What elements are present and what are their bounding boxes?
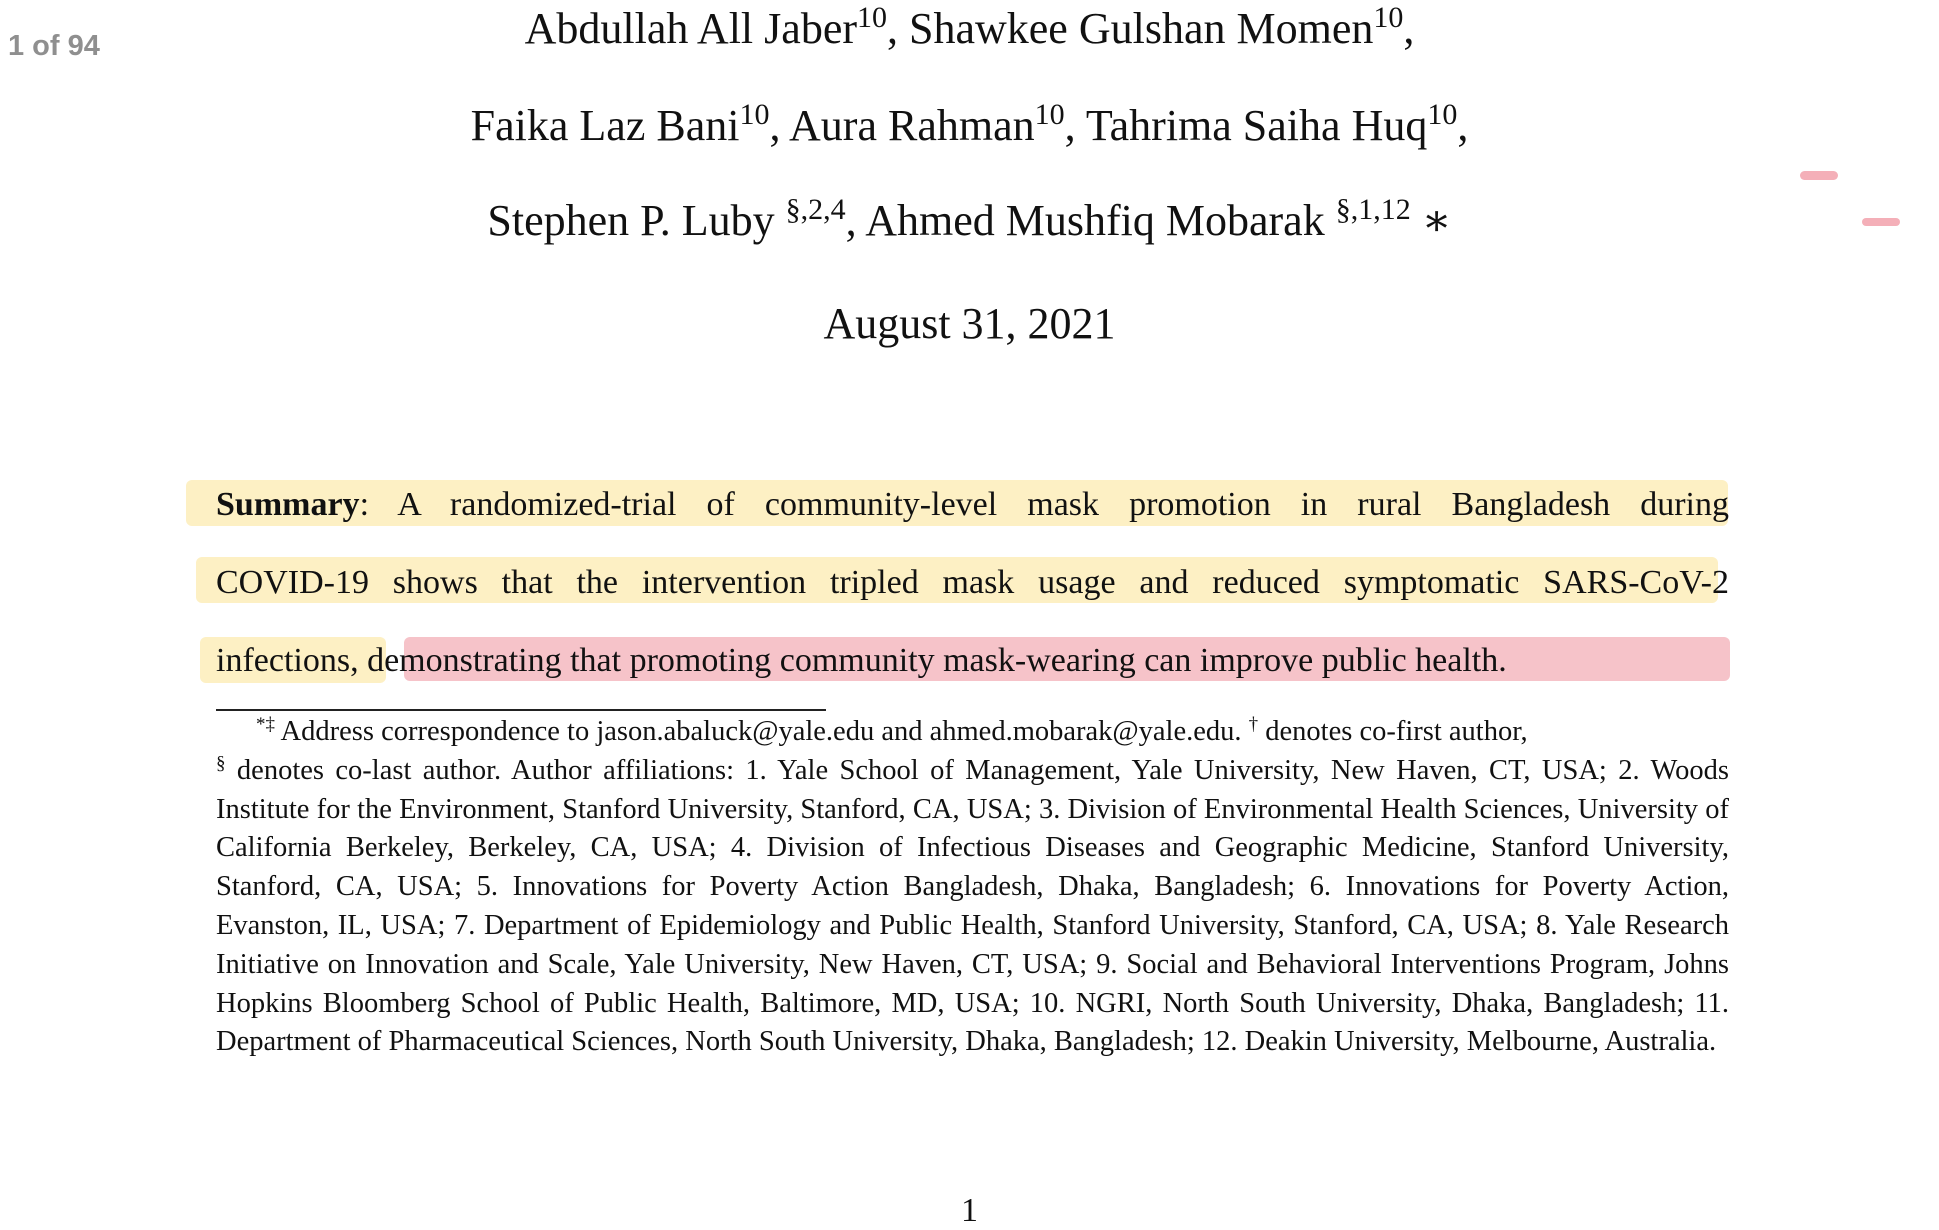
footnote <box>216 713 1729 1062</box>
footnote-mark: *‡ <box>256 714 275 735</box>
author-name: Shawkee Gulshan Momen <box>909 4 1374 53</box>
annotation-mark <box>1800 171 1838 180</box>
author-line-2: Faika Laz Bani$^{10}$, Aura Rahman$^{10}$, Tahrima Saiha Huq$^{10}$, <box>470 98 1469 150</box>
footnote-text: denotes co-first author, <box>1258 716 1528 747</box>
summary-text: infections, demonstrating that promoting community mask-wearing can improve public health. <box>216 642 1507 679</box>
footnote-mark: § <box>216 752 226 774</box>
footnote-text: Address correspondence to jason.abaluck@yale.edu and ahmed.mobarak@yale.edu. <box>275 716 1249 747</box>
author-affiliation: 10 <box>1373 1 1404 34</box>
author-affiliation: §,1,12 <box>1335 193 1411 226</box>
author-affiliation: §,2,4 <box>785 193 846 226</box>
author-line-3: Stephen P. Luby $^{\S,2,4}$, Ahmed Mushfiq Mobarak $^{\S,1,12}$ ∗ <box>487 193 1452 245</box>
author-name: Abdullah All Jaber <box>524 4 857 53</box>
summary-text: : A randomized-trial of community-level mask promotion in rural Bangladesh during <box>359 486 1729 523</box>
page-number: 1 <box>961 1192 978 1229</box>
author-affiliation: 10 <box>857 1 887 34</box>
author-line-1: Abdullah All Jaber$^{10}$, Shawkee Gulshan Momen$^{10}$, <box>524 1 1415 53</box>
author-name: Tahrima Saiha Huq <box>1085 101 1428 150</box>
author-name: Faika Laz Bani <box>470 101 740 150</box>
summary-text: COVID-19 shows that the intervention tripled mask usage and reduced symptomatic SARS-CoV-2 <box>216 564 1729 601</box>
author-affiliation: 10 <box>1034 98 1065 131</box>
author-name: Stephen P. Luby <box>487 196 786 245</box>
summary-line-1 <box>216 484 1729 526</box>
author-affiliation: 10 <box>739 98 770 131</box>
author-affiliation: 10 <box>1427 98 1458 131</box>
footnote-mark: † <box>1248 714 1259 735</box>
footnote-text: denotes co-last author. Author affiliations: 1. Yale School of Management, Yale University, New Haven, CT, USA; 2. Woods Institute for the Environment, Stanford University, Stanford, CA, USA; 3. Division of Environmental Health Sciences, University of California Berkeley, Berkeley, CA, USA; 4. Division of Infectious Diseases and Geographic Medicine, Stanford University, Stanford, CA, USA; 5. Innovations for Poverty Action Bangladesh, Dhaka, Bangladesh; 6. Innovations for Poverty Action, Evanston, IL, USA; 7. Department of Epidemiology and Public Health, Stanford University, Stanford, CA, USA; 8. Yale Research Initiative on Innovation and Scale, Yale University, New Haven, CT, USA; 9. Social and Behavioral Interventions Program, Johns Hopkins Bloomberg School of Public Health, Baltimore, MD, USA; 10. NGRI, North South University, Dhaka, Bangladesh; 11. Department of Pharmaceutical Sciences, North South University, Dhaka, Bangladesh; 12. Deakin University, Melbourne, Australia. <box>216 754 1729 1058</box>
footnote-rule <box>216 709 826 711</box>
summary-label: Summary <box>216 486 360 523</box>
summary-line-2 <box>216 562 1729 604</box>
summary-line-3 <box>216 640 1729 682</box>
author-name: Ahmed Mushfiq Mobarak <box>865 196 1336 245</box>
author-name: Aura Rahman <box>789 101 1035 150</box>
paper-date: August 31, 2021 <box>823 299 1116 348</box>
page-indicator: 1 of 94 <box>8 30 100 62</box>
